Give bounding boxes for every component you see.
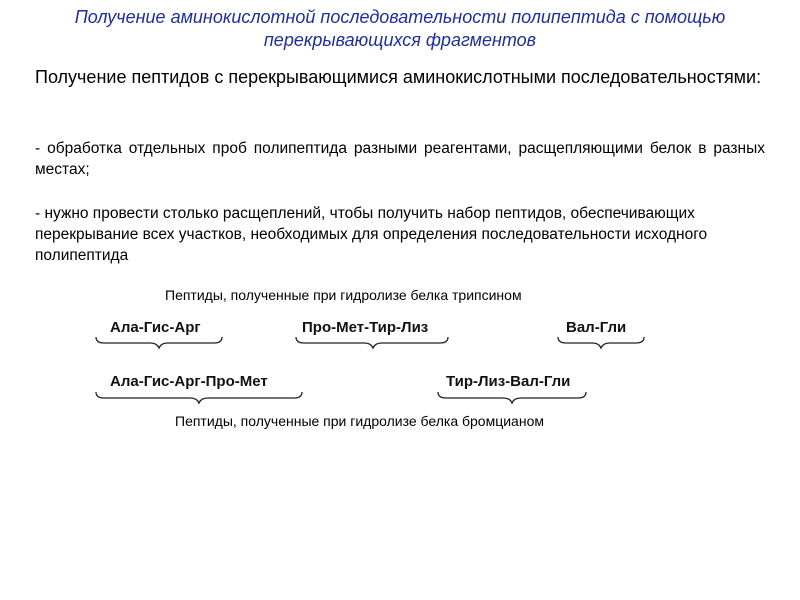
bullet-item-1: - обработка отдельных проб полипептида разными реагентами, расщепляющими белок в разных местах;: [35, 140, 765, 178]
brace-trypsin-2: [296, 337, 448, 348]
bromcyan-peptide-1: Ала-Гис-Арг-Про-Мет: [110, 373, 268, 390]
caption-bromcyan: Пептиды, полученные при гидролизе белка бромцианом: [175, 413, 544, 429]
slide-title: Получение аминокислотной последовательности полипептида с помощью перекрывающихся фрагментов: [74, 7, 726, 50]
brace-trypsin-1: [96, 337, 222, 348]
bromcyan-peptide-2: Тир-Лиз-Вал-Гли: [446, 373, 571, 390]
brace-bromcyan-1: [96, 392, 302, 403]
bullet-item-2: - нужно провести столько расщеплений, чтобы получить набор пептидов, обеспечивающих перекрывание всех участков, необходимых для определения последовательности исходного полипептида: [35, 205, 708, 264]
trypsin-peptide-2: Про-Мет-Тир-Лиз: [302, 319, 429, 336]
trypsin-peptide-3: Вал-Гли: [566, 319, 627, 336]
caption-trypsin: Пептиды, полученные при гидролизе белка трипсином: [165, 287, 522, 303]
brace-bromcyan-2: [438, 392, 586, 403]
brace-trypsin-3: [558, 337, 644, 348]
section-subtitle: Получение пептидов с перекрывающимися аминокислотными последовательностями:: [35, 67, 762, 87]
trypsin-peptide-1: Ала-Гис-Арг: [110, 319, 201, 336]
